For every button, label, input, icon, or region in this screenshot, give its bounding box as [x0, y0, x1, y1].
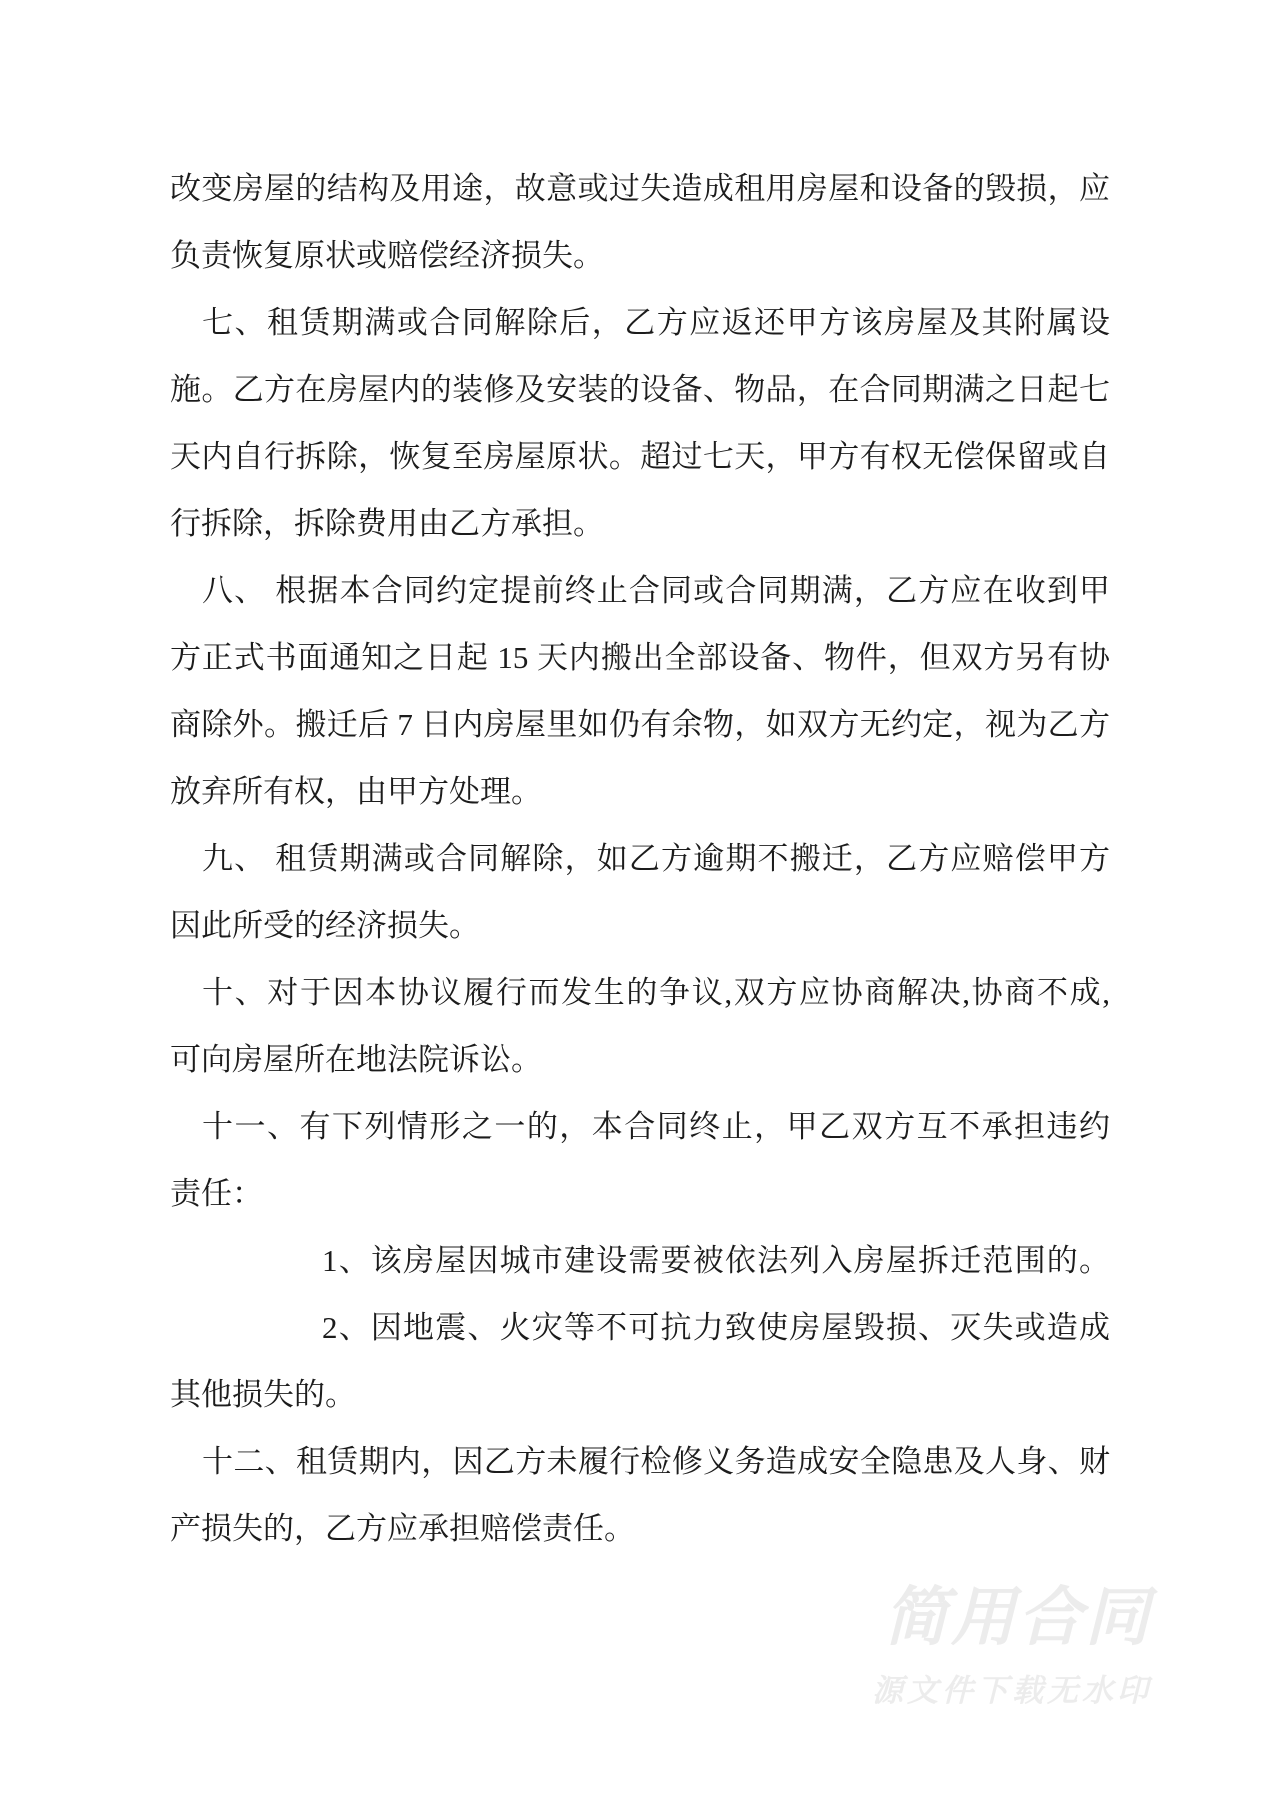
contract-line: 十二、租赁期内，因乙方未履行检修义务造成安全隐患及人身、财	[202, 1444, 1110, 1479]
contract-body	[170, 155, 1110, 1562]
contract-line: 方正式书面通知之日起 15 天内搬出全部设备、物件，但双方另有协	[170, 640, 1110, 675]
contract-line: 十、对于因本协议履行而发生的争议,双方应协商解决,协商不成,	[202, 975, 1110, 1010]
contract-line: 负责恢复原状或赔偿经济损失。	[170, 238, 604, 273]
contract-line: 可向房屋所在地法院诉讼。	[170, 1042, 542, 1077]
contract-line: 产损失的，乙方应承担赔偿责任。	[170, 1511, 635, 1546]
contract-line: 1、该房屋因城市建设需要被依法列入房屋拆迁范围的。	[322, 1243, 1110, 1278]
contract-line: 责任：	[170, 1176, 263, 1211]
contract-line: 八、 根据本合同约定提前终止合同或合同期满，乙方应在收到甲	[202, 573, 1110, 608]
contract-line: 施。乙方在房屋内的装修及安装的设备、物品，在合同期满之日起七	[170, 372, 1110, 407]
contract-line: 改变房屋的结构及用途，故意或过失造成租用房屋和设备的毁损，应	[170, 171, 1110, 206]
contract-line: 九、 租赁期满或合同解除，如乙方逾期不搬迁，乙方应赔偿甲方	[202, 841, 1110, 876]
contract-line: 天内自行拆除，恢复至房屋原状。超过七天，甲方有权无偿保留或自	[170, 439, 1110, 474]
contract-line: 放弃所有权，由甲方处理。	[170, 774, 542, 809]
watermark-title: 简用合同	[884, 1580, 1152, 1653]
contract-line: 2、因地震、火灾等不可抗力致使房屋毁损、灭失或造成	[322, 1310, 1110, 1345]
contract-line: 十一、有下列情形之一的，本合同终止，甲乙双方互不承担违约	[202, 1109, 1110, 1144]
contract-line: 其他损失的。	[170, 1377, 356, 1412]
watermark	[872, 1580, 1152, 1710]
watermark-subtitle: 源文件下载无水印	[872, 1673, 1152, 1708]
contract-line: 因此所受的经济损失。	[170, 908, 480, 943]
contract-line: 商除外。搬迁后 7 日内房屋里如仍有余物，如双方无约定，视为乙方	[170, 707, 1110, 742]
contract-line: 行拆除，拆除费用由乙方承担。	[170, 506, 604, 541]
contract-line: 七、租赁期满或合同解除后，乙方应返还甲方该房屋及其附属设	[202, 305, 1110, 340]
